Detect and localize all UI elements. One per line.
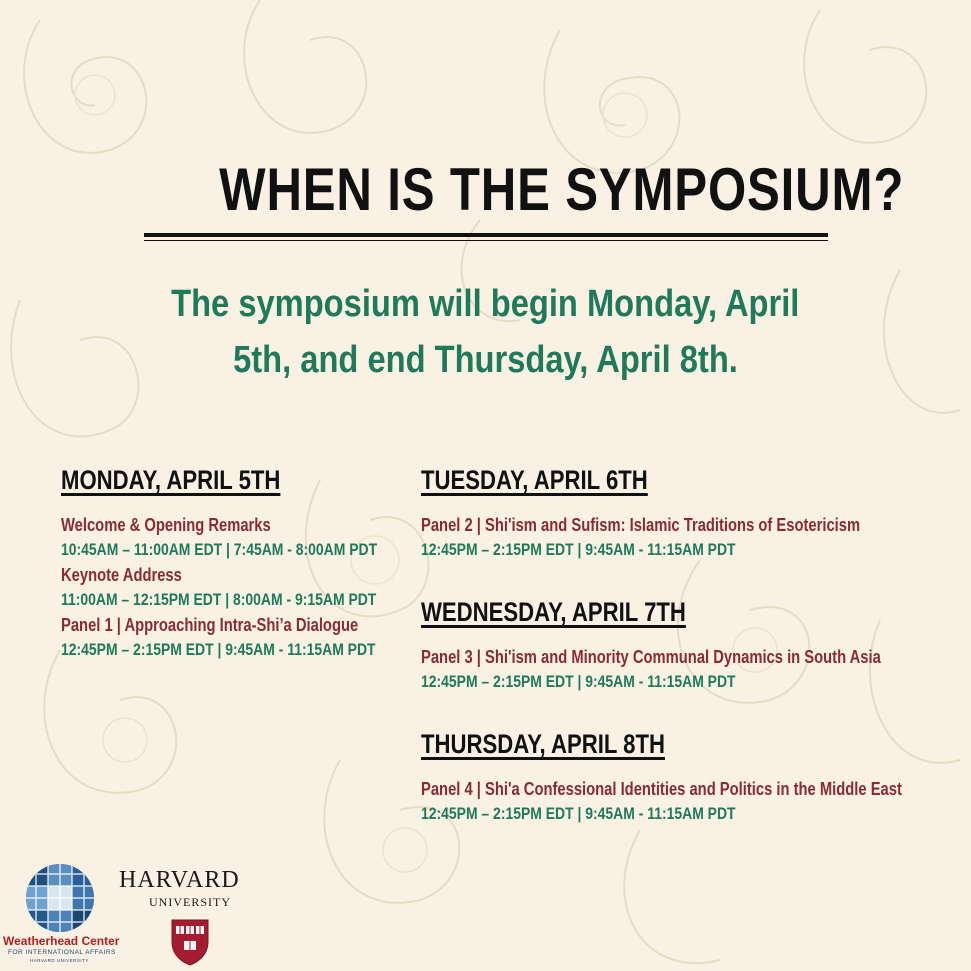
weatherhead-name: Weatherhead Center [3, 934, 120, 948]
intro-line-2: 5th, and end Thursday, April 8th. [232, 339, 738, 381]
wednesday-heading: WEDNESDAY, APRIL 7TH [421, 597, 686, 627]
monday-event-3-time: 12:45PM – 2:15PM EDT | 9:45AM - 11:15AM PDT [61, 640, 376, 659]
title-underline-thin [144, 240, 828, 241]
wednesday-event-1-time: 12:45PM – 2:15PM EDT | 9:45AM - 11:15AM PDT [421, 672, 736, 691]
harvard-wordmark: HARVARD [119, 867, 240, 893]
wednesday-event-1-title: Panel 3 | Shi'ism and Minority Communal Dynamics in South Asia [421, 647, 881, 667]
intro-line-1: The symposium will begin Monday, April [170, 283, 800, 325]
university-wordmark: UNIVERSITY [149, 895, 231, 909]
thursday-heading: THURSDAY, APRIL 8TH [421, 729, 666, 759]
thursday-event-1-title: Panel 4 | Shi'a Confessional Identities and Politics in the Middle East [421, 779, 902, 799]
intro-text [100, 276, 870, 388]
thursday-event-1-time: 12:45PM – 2:15PM EDT | 9:45AM - 11:15AM PDT [421, 804, 736, 823]
weatherhead-subtitle-2: HARVARD UNIVERSITY [30, 958, 89, 963]
weatherhead-subtitle: FOR INTERNATIONAL AFFAIRS [8, 949, 116, 956]
monday-event-1-title: Welcome & Opening Remarks [61, 515, 271, 535]
page-title [144, 150, 905, 230]
page-title-text: WHEN IS THE SYMPOSIUM? [219, 156, 905, 223]
monday-heading: MONDAY, APRIL 5TH [61, 465, 281, 495]
weatherhead-globe-logo [24, 862, 96, 934]
tuesday-event-1-title: Panel 2 | Shi'ism and Sufism: Islamic Traditions of Esotericism [421, 515, 861, 535]
tuesday-event-1-time: 12:45PM – 2:15PM EDT | 9:45AM - 11:15AM PDT [421, 540, 736, 559]
tuesday-heading: TUESDAY, APRIL 6TH [421, 465, 648, 495]
monday-schedule [61, 460, 446, 662]
right-schedule [421, 460, 971, 826]
title-underline [144, 233, 828, 237]
monday-event-1-time: 10:45AM – 11:00AM EDT | 7:45AM - 8:00AM PDT [61, 540, 378, 559]
monday-event-3-title: Panel 1 | Approaching Intra-Shi’a Dialogue [61, 615, 359, 635]
harvard-shield-icon [170, 918, 210, 966]
monday-event-2-time: 11:00AM – 12:15PM EDT | 8:00AM - 9:15AM PDT [61, 590, 377, 609]
monday-event-2-title: Keynote Address [61, 565, 182, 585]
